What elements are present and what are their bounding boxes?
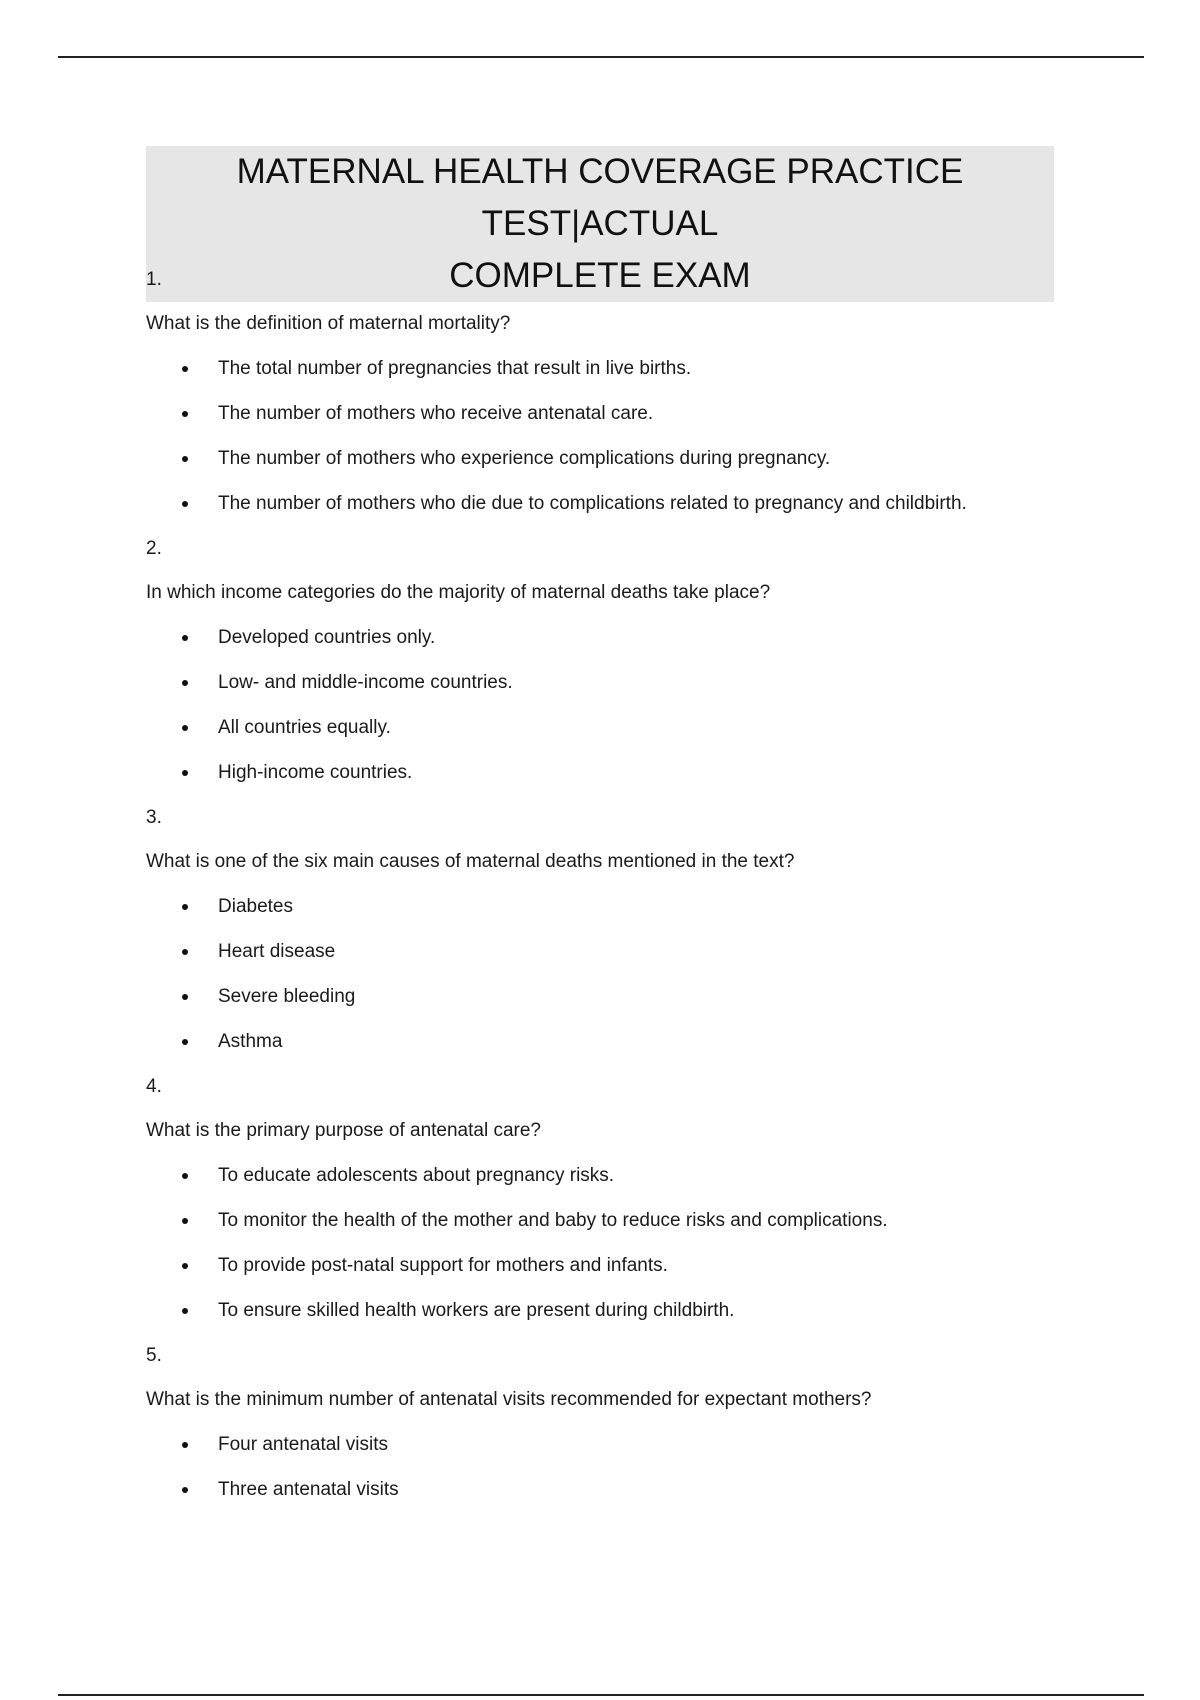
answer-options [146,1164,1126,1323]
answer-option [146,1433,1126,1457]
answer-option [146,492,1126,516]
bullet-icon [182,1442,188,1448]
answer-option [146,447,1126,471]
bullet-icon [182,949,188,955]
answer-option-text: To monitor the health of the mother and baby to reduce risks and complications. [218,1210,888,1231]
question-2 [146,537,1126,785]
bullet-icon [182,725,188,731]
answer-option-text: To provide post-natal support for mothers and infants. [218,1255,668,1276]
answer-option-text: The number of mothers who experience complications during pregnancy. [218,448,831,469]
question-number: 2. [146,538,162,559]
bullet-icon [182,904,188,910]
answer-option [146,1164,1126,1188]
question-1 [146,268,1126,516]
answer-option [146,671,1126,695]
answer-option-text: To educate adolescents about pregnancy risks. [218,1165,615,1186]
question-text: In which income categories do the majority of maternal deaths take place? [146,582,771,603]
question-3 [146,806,1126,1054]
answer-option [146,402,1126,426]
bullet-icon [182,770,188,776]
answer-option-text: To ensure skilled health workers are present during childbirth. [218,1300,735,1321]
answer-option-text: Developed countries only. [218,627,436,648]
question-number: 3. [146,807,162,828]
question-list [146,268,1126,1523]
answer-option-text: All countries equally. [218,717,391,738]
bullet-icon [182,635,188,641]
answer-option [146,626,1126,650]
bullet-icon [182,456,188,462]
header-rule [58,56,1144,58]
answer-options [146,1433,1126,1502]
answer-option-text: Four antenatal visits [218,1434,389,1455]
question-text: What is the definition of maternal mortality? [146,313,511,334]
answer-option [146,1478,1126,1502]
bullet-icon [182,1263,188,1269]
question-text: What is one of the six main causes of maternal deaths mentioned in the text? [146,851,795,872]
answer-option [146,1299,1126,1323]
answer-option-text: The number of mothers who die due to complications related to pregnancy and childbirth. [218,493,967,514]
answer-option-text: The total number of pregnancies that result in live births. [218,358,692,379]
answer-options [146,626,1126,785]
answer-options [146,895,1126,1054]
question-text: What is the primary purpose of antenatal care? [146,1120,541,1141]
answer-option-text: The number of mothers who receive antenatal care. [218,403,654,424]
answer-option [146,940,1126,964]
bullet-icon [182,411,188,417]
question-4 [146,1075,1126,1323]
question-number: 4. [146,1076,162,1097]
answer-option [146,985,1126,1009]
question-5 [146,1344,1126,1502]
footer-rule [58,1694,1144,1696]
bullet-icon [182,1487,188,1493]
document-title-line-1: MATERNAL HEALTH COVERAGE PRACTICE TEST|ACTUAL [236,152,964,243]
answer-option [146,1030,1126,1054]
answer-option-text: Severe bleeding [218,986,356,1007]
answer-option-text: Heart disease [218,941,336,962]
bullet-icon [182,1308,188,1314]
question-number: 1. [146,269,162,290]
bullet-icon [182,366,188,372]
answer-option [146,1254,1126,1278]
answer-option-text: Asthma [218,1031,283,1052]
answer-option [146,357,1126,381]
answer-option-text: Diabetes [218,896,293,917]
answer-option-text: Three antenatal visits [218,1479,399,1500]
answer-option-text: High-income countries. [218,762,413,783]
bullet-icon [182,501,188,507]
question-text: What is the minimum number of antenatal visits recommended for expectant mothers? [146,1389,872,1410]
bullet-icon [182,994,188,1000]
bullet-icon [182,1218,188,1224]
answer-options [146,357,1126,516]
bullet-icon [182,1173,188,1179]
bullet-icon [182,680,188,686]
answer-option [146,895,1126,919]
bullet-icon [182,1039,188,1045]
answer-option [146,716,1126,740]
question-number: 5. [146,1345,162,1366]
answer-option-text: Low- and middle-income countries. [218,672,513,693]
answer-option [146,1209,1126,1233]
document-title-line-2: COMPLETE EXAM [449,256,751,295]
answer-option [146,761,1126,785]
